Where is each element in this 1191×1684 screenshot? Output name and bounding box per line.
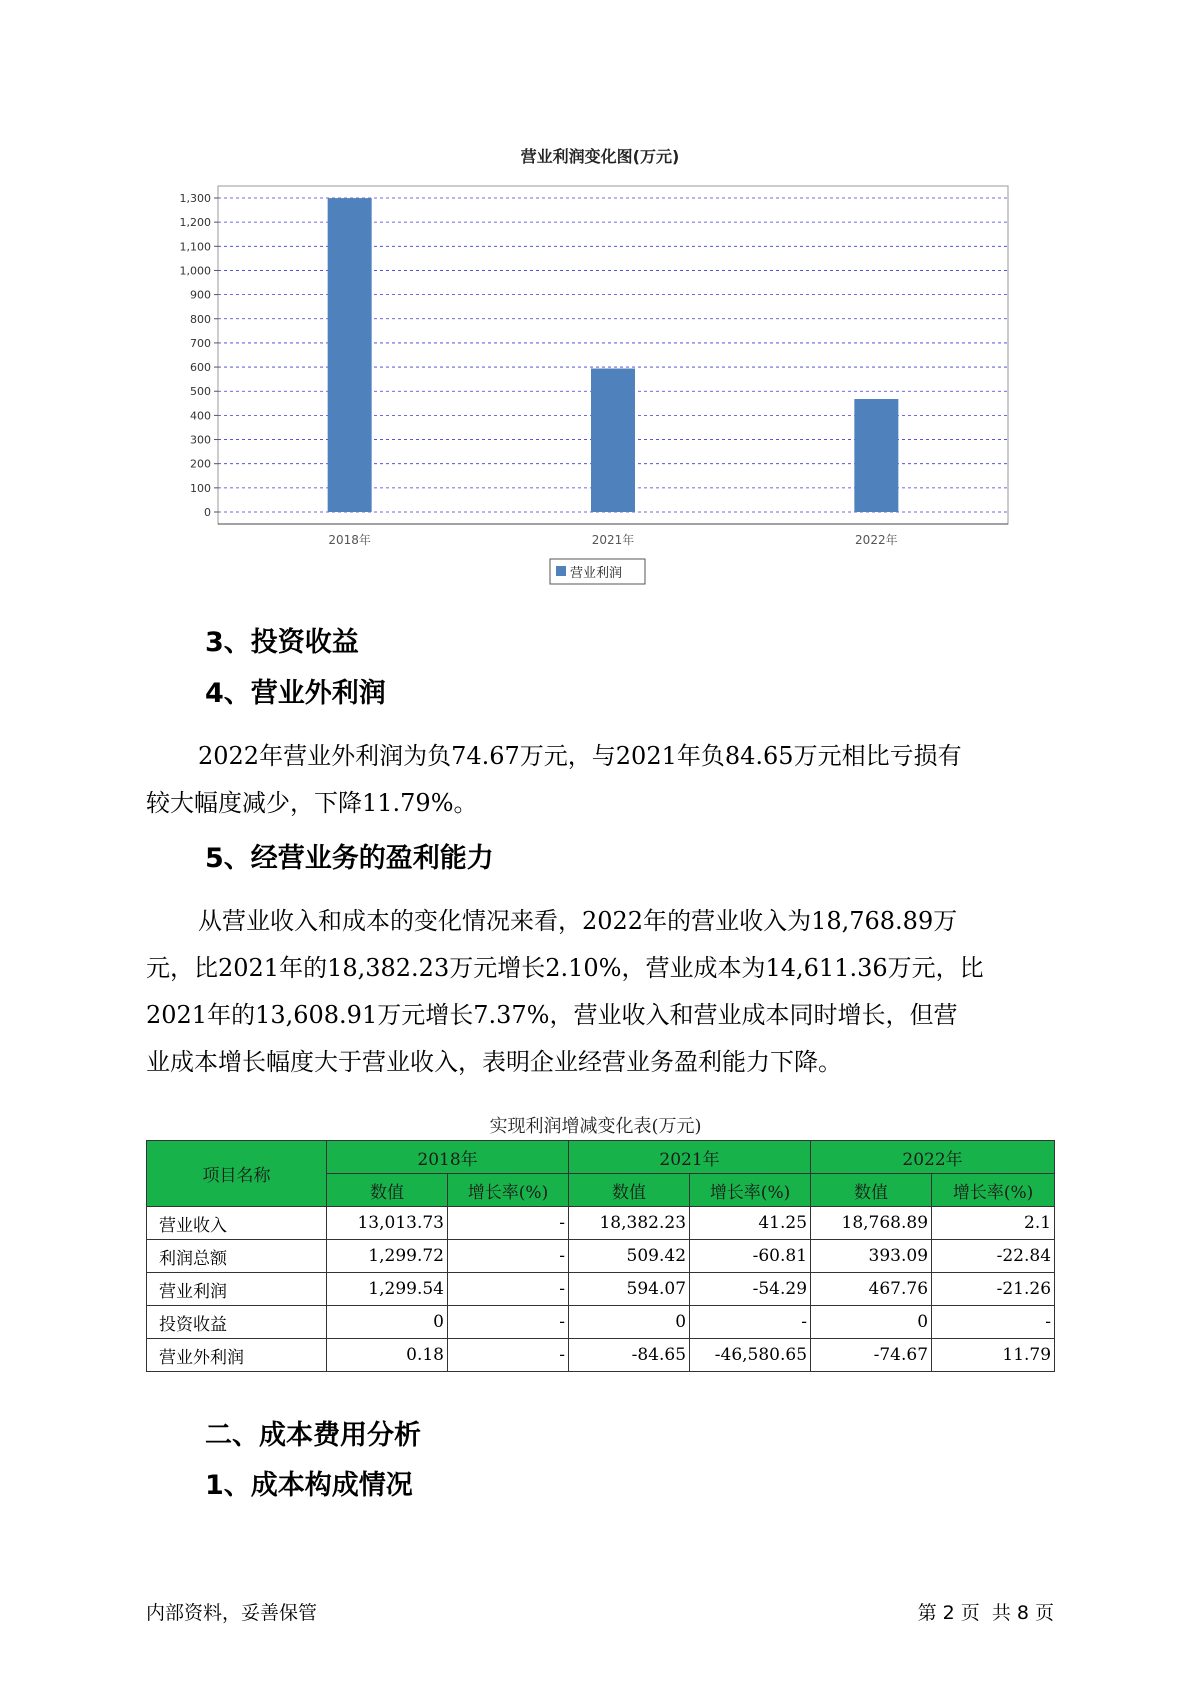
year-header: 2021年 bbox=[569, 1141, 811, 1174]
growth-cell: -54.29 bbox=[690, 1273, 811, 1306]
growth-cell: - bbox=[448, 1339, 569, 1372]
table-row bbox=[147, 1207, 1055, 1240]
row-label: 投资收益 bbox=[147, 1306, 327, 1339]
growth-cell: - bbox=[448, 1306, 569, 1339]
value-cell: -74.67 bbox=[811, 1339, 932, 1372]
paragraph-line: 元，比2021年的18,382.23万元增长2.10%，营业成本为14,611.36万元，比 bbox=[146, 954, 984, 982]
profit-bar-chart bbox=[0, 0, 1191, 600]
item-name-header: 项目名称 bbox=[147, 1141, 327, 1207]
y-tick-label: 300 bbox=[190, 433, 211, 447]
growth-cell: - bbox=[690, 1306, 811, 1339]
value-cell: 594.07 bbox=[569, 1273, 690, 1306]
y-tick-label: 600 bbox=[190, 361, 211, 375]
y-tick-label: 500 bbox=[190, 385, 211, 399]
y-tick-label: 700 bbox=[190, 336, 211, 350]
row-label: 营业外利润 bbox=[147, 1339, 327, 1372]
growth-cell: -46,580.65 bbox=[690, 1339, 811, 1372]
bar bbox=[854, 399, 898, 512]
growth-header: 增长率(%) bbox=[932, 1174, 1055, 1207]
y-tick-label: 1,200 bbox=[179, 216, 211, 230]
row-label: 营业利润 bbox=[147, 1273, 327, 1306]
heading-non-operating-profit: 4、营业外利润 bbox=[205, 678, 386, 709]
paragraph-profitability bbox=[146, 898, 1066, 1086]
growth-cell: - bbox=[448, 1273, 569, 1306]
growth-cell: - bbox=[448, 1207, 569, 1240]
growth-header: 增长率(%) bbox=[690, 1174, 811, 1207]
value-cell: 393.09 bbox=[811, 1240, 932, 1273]
footer-confidential: 内部资料，妥善保管 bbox=[146, 1602, 318, 1624]
growth-cell: 11.79 bbox=[932, 1339, 1055, 1372]
y-tick-label: 800 bbox=[190, 312, 211, 326]
value-cell: -84.65 bbox=[569, 1339, 690, 1372]
value-cell: 0.18 bbox=[327, 1339, 448, 1372]
value-cell: 18,768.89 bbox=[811, 1207, 932, 1240]
bar bbox=[328, 198, 372, 512]
year-header: 2018年 bbox=[327, 1141, 569, 1174]
value-cell: 0 bbox=[569, 1306, 690, 1339]
table-body bbox=[147, 1207, 1055, 1372]
x-axis-ticks bbox=[328, 532, 897, 547]
heading-cost-analysis: 二、成本费用分析 bbox=[205, 1420, 421, 1451]
value-header: 数值 bbox=[569, 1174, 690, 1207]
y-tick-label: 0 bbox=[204, 506, 211, 519]
value-cell: 1,299.72 bbox=[327, 1240, 448, 1273]
row-label: 利润总额 bbox=[147, 1240, 327, 1273]
y-axis-ticks bbox=[180, 192, 219, 519]
value-cell: 0 bbox=[811, 1306, 932, 1339]
table-row bbox=[147, 1306, 1055, 1339]
growth-cell: 41.25 bbox=[690, 1207, 811, 1240]
heading-cost-structure: 1、成本构成情况 bbox=[205, 1470, 413, 1501]
paragraph-line: 2022年营业外利润为负74.67万元，与2021年负84.65万元相比亏损有 bbox=[198, 742, 962, 770]
legend-swatch bbox=[556, 566, 566, 576]
heading-profitability: 5、经营业务的盈利能力 bbox=[205, 843, 494, 874]
table-row bbox=[147, 1273, 1055, 1306]
y-tick-label: 400 bbox=[190, 409, 211, 423]
table-header-row bbox=[147, 1141, 1055, 1174]
value-cell: 509.42 bbox=[569, 1240, 690, 1273]
row-label: 营业收入 bbox=[147, 1207, 327, 1240]
value-cell: 13,013.73 bbox=[327, 1207, 448, 1240]
x-tick-label: 2018年 bbox=[328, 533, 371, 547]
chart-title: 营业利润变化图(万元) bbox=[520, 147, 680, 166]
table-row bbox=[147, 1339, 1055, 1372]
paragraph-line: 较大幅度减少，下降11.79%。 bbox=[146, 789, 478, 817]
value-cell: 467.76 bbox=[811, 1273, 932, 1306]
year-header: 2022年 bbox=[811, 1141, 1055, 1174]
value-cell: 18,382.23 bbox=[569, 1207, 690, 1240]
y-tick-label: 1,000 bbox=[179, 264, 211, 278]
growth-cell: -21.26 bbox=[932, 1273, 1055, 1306]
y-tick-label: 1,300 bbox=[179, 192, 211, 205]
value-cell: 0 bbox=[327, 1306, 448, 1339]
value-header: 数值 bbox=[327, 1174, 448, 1207]
paragraph-non-operating-profit bbox=[146, 733, 1066, 827]
paragraph-line: 业成本增长幅度大于营业收入，表明企业经营业务盈利能力下降。 bbox=[146, 1048, 842, 1076]
paragraph-line: 从营业收入和成本的变化情况来看，2022年的营业收入为18,768.89万 bbox=[198, 907, 958, 935]
growth-cell: - bbox=[448, 1240, 569, 1273]
growth-cell: 2.1 bbox=[932, 1207, 1055, 1240]
y-tick-label: 900 bbox=[190, 288, 211, 302]
growth-cell: -22.84 bbox=[932, 1240, 1055, 1273]
table-row bbox=[147, 1240, 1055, 1273]
footer-page-number: 第 2 页 共 8 页 bbox=[917, 1602, 1054, 1624]
growth-header: 增长率(%) bbox=[448, 1174, 569, 1207]
paragraph-line: 2021年的13,608.91万元增长7.37%，营业收入和营业成本同时增长，但营 bbox=[146, 1001, 958, 1029]
x-tick-label: 2022年 bbox=[855, 533, 898, 547]
value-header: 数值 bbox=[811, 1174, 932, 1207]
profit-change-table bbox=[146, 1140, 1055, 1372]
y-tick-label: 200 bbox=[190, 457, 211, 471]
y-tick-label: 100 bbox=[190, 481, 211, 495]
growth-cell: -60.81 bbox=[690, 1240, 811, 1273]
legend bbox=[550, 559, 645, 584]
legend-label: 营业利润 bbox=[570, 566, 623, 581]
y-tick-label: 1,100 bbox=[179, 240, 211, 254]
x-tick-label: 2021年 bbox=[591, 533, 635, 547]
heading-investment-income: 3、投资收益 bbox=[205, 627, 359, 658]
bar bbox=[591, 369, 635, 512]
value-cell: 1,299.54 bbox=[327, 1273, 448, 1306]
table-caption: 实现利润增减变化表(万元) bbox=[489, 1116, 702, 1137]
growth-cell: - bbox=[932, 1306, 1055, 1339]
